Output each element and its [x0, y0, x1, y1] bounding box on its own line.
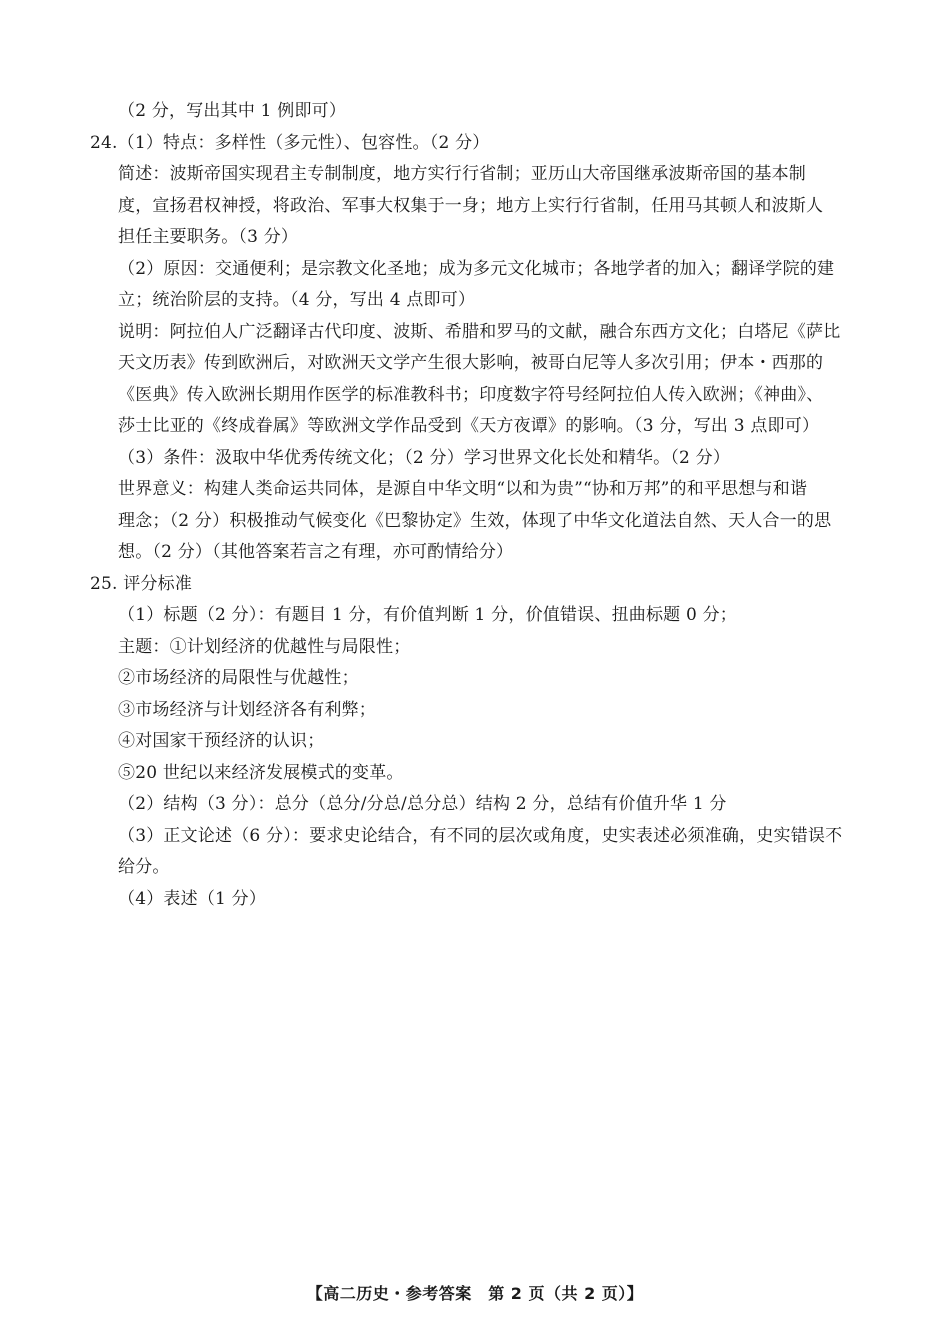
text-line: （2 分，写出其中 1 例即可）	[118, 101, 347, 121]
text-line: （1）标题（2 分）：有题目 1 分，有价值判断 1 分，价值错误、扭曲标题 0 分；	[118, 605, 738, 625]
text-line: （3）条件：汲取中华优秀传统文化；（2 分）学习世界文化长处和精华。（2 分）	[118, 447, 731, 468]
text-line: ⑤20 世纪以来经济发展模式的变革。	[118, 762, 404, 783]
text-line: 想。（2 分）（其他答案若言之有理，亦可酌情给分）	[118, 542, 514, 562]
text-line: （2）结构（3 分）：总分（总分/分总/总分总）结构 2 分，总结有价值升华 1 分	[118, 794, 727, 814]
text-line: （3）正文论述（6 分）：要求史论结合，有不同的层次或角度，史实表述必须准确，史实错误不	[118, 825, 843, 846]
text-line: 度，宣扬君权神授，将政治、军事大权集于一身；地方上实行行省制，任用马其顿人和波斯人	[118, 195, 824, 216]
question-25-heading: 25. 评分标准	[90, 573, 193, 594]
text-line: 世界意义：构建人类命运共同体，是源自中华文明“以和为贵”“协和万邦”的和平思想与和谐	[118, 479, 808, 499]
text-line: （4）表述（1 分）	[118, 888, 267, 909]
text-line: ③市场经济与计划经济各有利弊；	[118, 699, 376, 720]
text-line: 简述：波斯帝国实现君主专制制度，地方实行行省制；亚历山大帝国继承波斯帝国的基本制	[118, 164, 806, 184]
text-line: 理念；（2 分）积极推动气候变化《巴黎协定》生效，体现了中华文化道法自然、天人合一的思	[118, 510, 832, 531]
text-line: 立；统治阶层的支持。（4 分，写出 4 点即可）	[118, 290, 476, 310]
text-line: ④对国家干预经济的认识；	[118, 731, 325, 751]
text-line: ②市场经济的局限性与优越性；	[118, 668, 359, 688]
page-footer: 【高二历史・参考答案 第 2 页（共 2 页）】	[306, 1284, 644, 1303]
text-line: 给分。	[118, 857, 170, 877]
text-line: 说明：阿拉伯人广泛翻译古代印度、波斯、希腊和罗马的文献，融合东西方文化；白塔尼《萨比	[118, 321, 841, 342]
text-line: 天文历表》传到欧洲后，对欧洲天文学产生很大影响，被哥白尼等人多次引用；伊本・西那的	[118, 353, 824, 373]
text-line: 莎士比亚的《终成眷属》等欧洲文学作品受到《天方夜谭》的影响。（3 分，写出 3 点即可）	[118, 416, 820, 436]
text-line: 主题：①计划经济的优越性与局限性；	[118, 636, 411, 657]
text-line: （2）原因：交通便利；是宗教文化圣地；成为多元文化城市；各地学者的加入；翻译学院的建	[118, 258, 835, 279]
text-line: 《医典》传入欧洲长期用作医学的标准教科书；印度数字符号经阿拉伯人传入欧洲；《神曲》、	[118, 384, 824, 405]
text-line: 担任主要职务。（3 分）	[118, 227, 299, 247]
answer-content	[90, 96, 870, 915]
question-24-heading: 24.（1）特点：多样性（多元性）、包容性。（2 分）	[90, 132, 490, 153]
